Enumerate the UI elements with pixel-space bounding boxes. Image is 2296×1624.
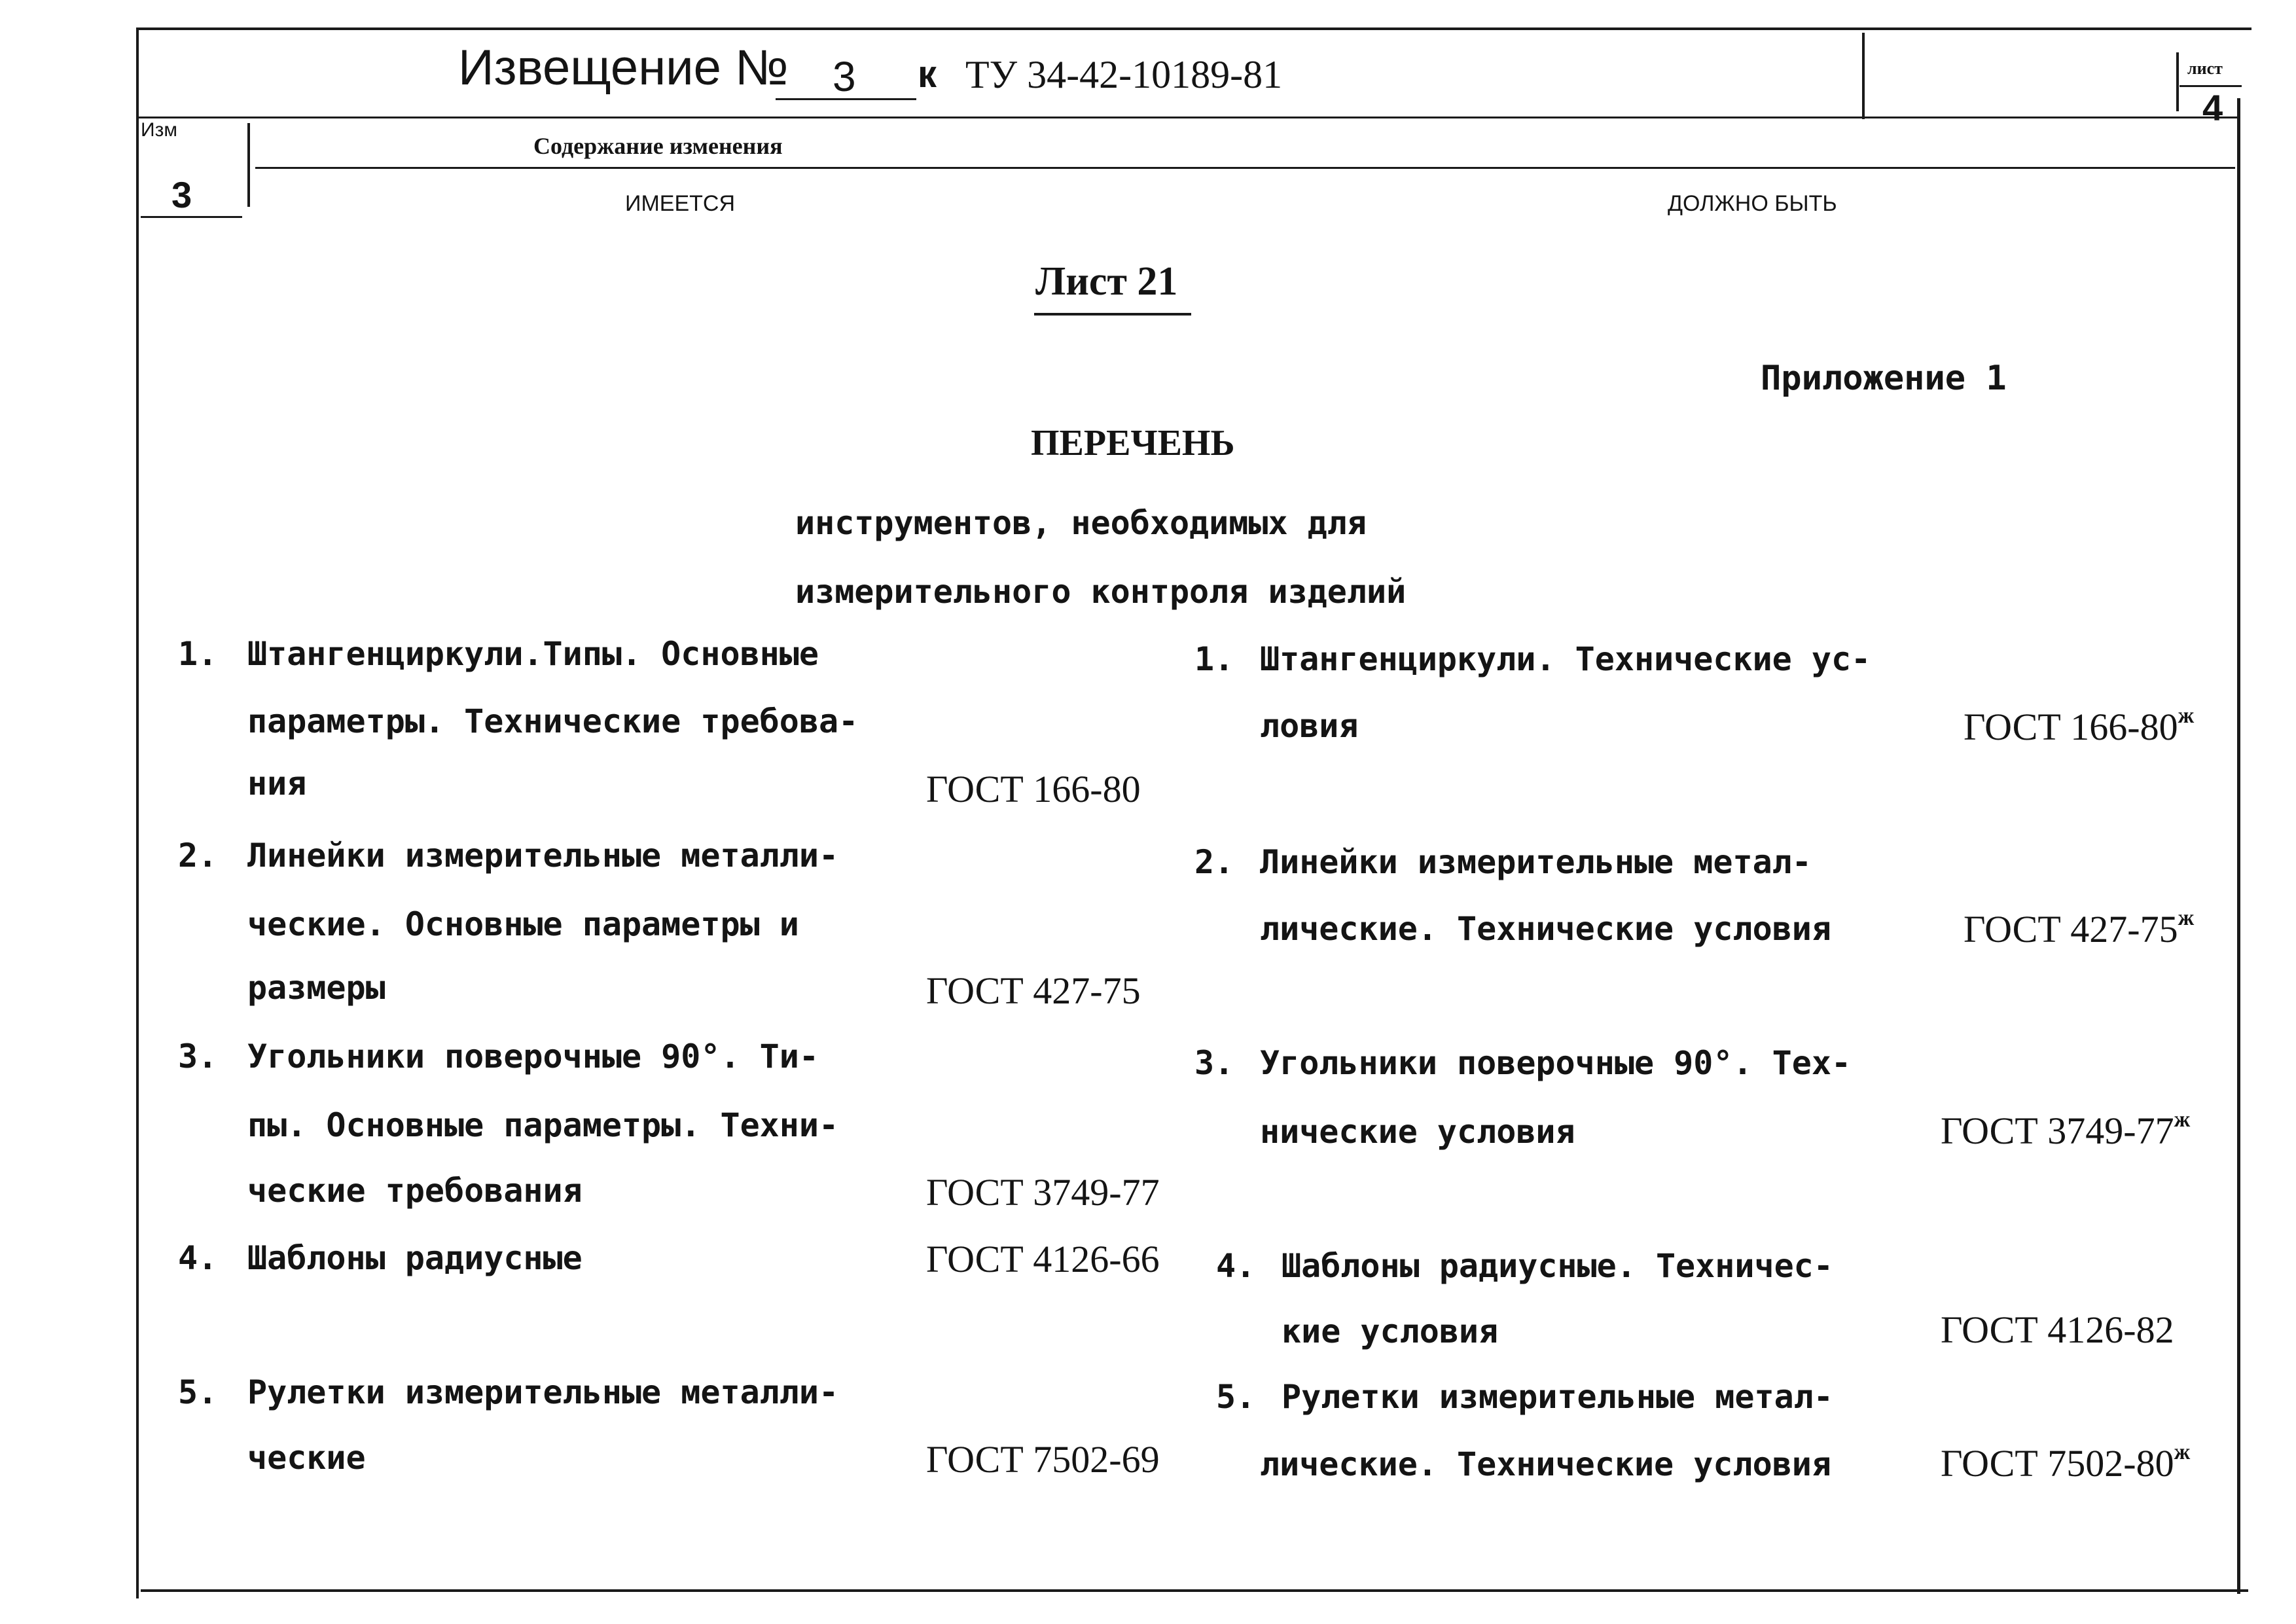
list-item-text: Штангенциркули. Технические ус-	[1260, 640, 1871, 678]
standard-reference: ГОСТ $166-80^ж$	[1964, 704, 2195, 748]
list-item-number: 5.	[178, 1373, 218, 1411]
standard-reference: ГОСТ 427-75	[926, 969, 1141, 1012]
header-divider-2	[2176, 52, 2179, 111]
list-item-number: 2.	[178, 837, 218, 875]
rev-underline	[141, 216, 242, 218]
list-item-text: Угольники поверочные 90°. Тех-	[1260, 1044, 1852, 1082]
rev-number: 3	[171, 174, 192, 215]
list-item-text: Линейки измерительные метал-	[1260, 843, 1812, 881]
list-item-number: 2.	[1194, 843, 1234, 881]
list-item-number: 1.	[1194, 640, 1234, 678]
standard-reference: ГОСТ 3749-77	[926, 1171, 1160, 1214]
standard-reference: ГОСТ 7502-69	[926, 1438, 1160, 1481]
standard-reference: ГОСТ 4126-66	[926, 1238, 1160, 1280]
list-subtitle-2: измерительного контроля изделий	[795, 573, 1407, 611]
change-content-label: Содержание изменения	[533, 133, 783, 159]
spec-reference: ТУ 34-42-10189-81	[965, 53, 1283, 96]
list-item-text: ческие. Основные параметры и	[247, 905, 799, 943]
appendix-label: Приложение 1	[1761, 359, 2007, 398]
notice-number: 3	[833, 53, 856, 100]
list-item-text: параметры. Технические требова-	[247, 702, 859, 740]
list-item-text: Шаблоны радиусные. Техничес-	[1282, 1247, 1833, 1285]
list-item-number: 3.	[178, 1038, 218, 1075]
standard-reference: ГОСТ $427-75^ж$	[1964, 906, 2195, 950]
asterisk-mark: ж	[2174, 1440, 2191, 1464]
list-item-text: ческие требования	[247, 1172, 583, 1210]
list-item-text: ния	[247, 765, 307, 803]
list-item-text: Штангенциркули.Типы. Основные	[247, 635, 819, 673]
sheet-title-underline	[1034, 313, 1191, 316]
list-item-number: 4.	[1216, 1247, 1256, 1285]
frame-top-border	[137, 27, 2251, 30]
frame-bottom-border	[141, 1589, 2248, 1592]
list-item-text: кие условия	[1282, 1312, 1499, 1350]
list-item-text: Линейки измерительные металли-	[247, 837, 839, 875]
list-item-number: 5.	[1216, 1378, 1256, 1416]
list-item-text: нические условия	[1260, 1113, 1575, 1151]
to-label: к	[918, 53, 937, 96]
sheet-label: лист	[2187, 59, 2223, 78]
list-item-text: ловия	[1260, 707, 1359, 745]
list-subtitle-1: инструментов, необходимых для	[795, 504, 1367, 542]
content-header-line	[255, 167, 2235, 169]
rev-label: Изм	[141, 119, 177, 141]
asterisk-mark: ж	[2178, 906, 2195, 930]
list-item-number: 1.	[178, 635, 218, 673]
header-divider-1	[1862, 33, 1865, 119]
list-item-text: Рулетки измерительные метал-	[1282, 1378, 1833, 1416]
list-item-number: 3.	[1194, 1044, 1234, 1082]
list-title: ПЕРЕЧЕНЬ	[1031, 423, 1235, 463]
standard-reference: ГОСТ 4126-82	[1941, 1308, 2174, 1351]
header-row-line	[137, 117, 2238, 118]
frame-left-border	[136, 27, 139, 1598]
list-item-text: Угольники поверочные 90°. Ти-	[247, 1038, 819, 1075]
frame-right-border	[2237, 98, 2240, 1594]
list-item-text: лические. Технические условия	[1260, 910, 1831, 948]
sheet-number: 4	[2202, 87, 2223, 128]
is-column-label: ИМЕЕТСЯ	[625, 191, 735, 216]
rev-divider	[247, 123, 250, 207]
standard-reference: ГОСТ $3749-77^ж$	[1941, 1108, 2191, 1152]
list-item-text: пы. Основные параметры. Техни-	[247, 1106, 839, 1144]
asterisk-mark: ж	[2178, 704, 2195, 728]
standard-reference: ГОСТ $7502-80^ж$	[1941, 1440, 2191, 1485]
list-item-text: ческие	[247, 1439, 366, 1477]
list-item-text: Шаблоны радиусные	[247, 1239, 583, 1277]
list-item-number: 4.	[178, 1239, 218, 1277]
list-item-text: размеры	[247, 969, 386, 1007]
standard-reference: ГОСТ 166-80	[926, 768, 1141, 810]
list-item-text: Рулетки измерительные металли-	[247, 1373, 839, 1411]
list-item-text: лические. Технические условия	[1260, 1445, 1831, 1483]
should-be-column-label: ДОЛЖНО БЫТЬ	[1668, 191, 1837, 216]
asterisk-mark: ж	[2174, 1108, 2191, 1132]
sheet-title: Лист 21	[1035, 259, 1178, 304]
notice-label: Извещение №	[458, 40, 789, 96]
